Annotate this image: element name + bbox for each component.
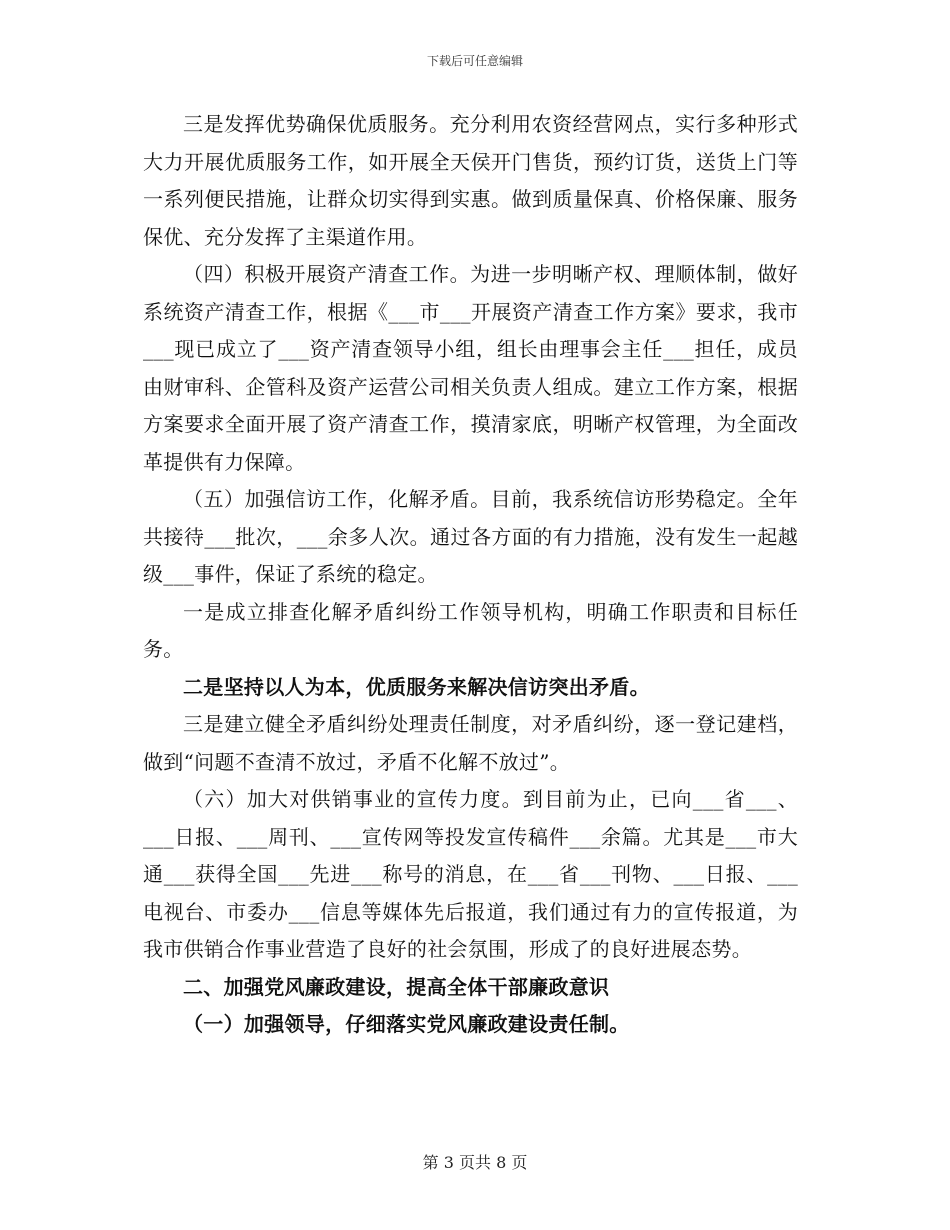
paragraph-asset-check: （四）积极开展资产清查工作。为进一步明晰产权、理顺体制，做好系统资产清查工作，根据《___市___开展资产清查工作方案》要求，我市___现已成立了___资产清查领导小组，组长由理事会主任___担任，成员由财审科、企管科及资产运营公司相关负责人组成。建立工作方案，根据方案要求全面开展了资产清查工作，摸清家底，明晰产权管理，为全面改革提供有力保障。 [143, 262, 798, 474]
page-header-note: 下载后可任意编辑 [426, 54, 523, 68]
paragraph-point-three: 三是建立健全矛盾纠纷处理责任制度，对矛盾纠纷，逐一登记建档，做到“问题不查清不放过，矛盾不化解不放过”。 [143, 712, 798, 774]
section-heading-integrity: 二、加强党风廉政建设，提高全体干部廉政意识 [183, 974, 610, 999]
subsection-heading-leadership: （一）加强领导，仔细落实党风廉政建设责任制。 [183, 1012, 630, 1036]
paragraph-service: 三是发挥优势确保优质服务。充分利用农资经营网点，实行多种形式大力开展优质服务工作，如开展全天侯开门售货，预约订货，送货上门等一系列便民措施，让群众切实得到实惠。做到质量保真、价格保廉、服务保优、充分发挥了主渠道作用。 [143, 112, 798, 249]
paragraph-point-two: 二是坚持以人为本，优质服务来解决信访突出矛盾。 [183, 674, 650, 699]
paragraph-petition: （五）加强信访工作，化解矛盾。目前，我系统信访形势稳定。全年共接待___批次，___余多人次。通过各方面的有力措施，没有发生一起越级___事件，保证了系统的稳定。 [143, 487, 798, 586]
page-number: 第 3 页共 8 页 [422, 1153, 528, 1172]
paragraph-publicity: （六）加大对供销事业的宣传力度。到目前为止，已向___省___、___日报、___周刊、___宣传网等投发宣传稿件___余篇。尤其是___市大通___获得全国___先进___称号的消息，在___省___刊物、___日报、___电视台、市委办___信息等媒体先后报道，我们通过有力的宣传报道，为我市供销合作事业营造了良好的社会氛围，形成了的良好进展态势。 [143, 787, 798, 961]
document-body [143, 106, 798, 1044]
paragraph-point-one: 一是成立排查化解矛盾纠纷工作领导机构，明确工作职责和目标任务。 [143, 599, 798, 661]
